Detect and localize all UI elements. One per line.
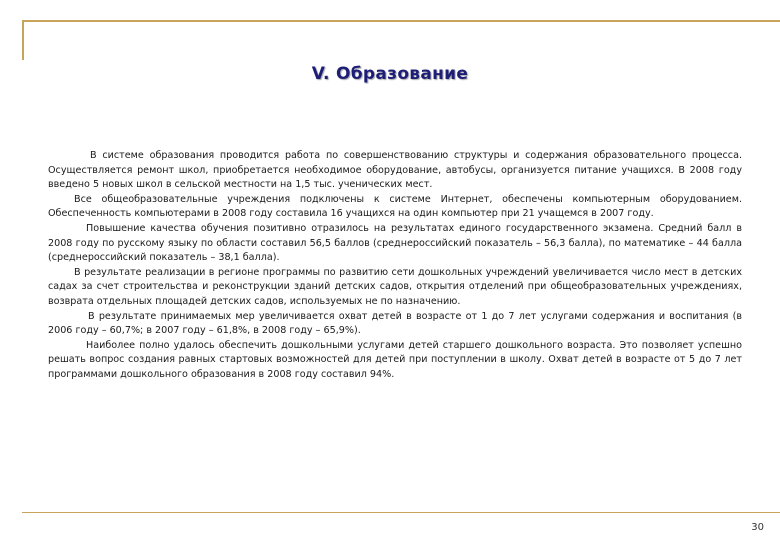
page-number: 30 [751,522,764,533]
paragraph-preschool-coverage: В результате принимаемых мер увеличивается охват детей в возрасте от 1 до 7 лет услугами содержания и воспитания (в 2006 году – 60,7%; в 2007 году – 61,8%, в 2008 году – 65,9%). [48,310,742,337]
bottom-border-line [22,512,780,513]
paragraph-education-system: В системе образования проводится работа по совершенствованию структуры и содержания образовательного процесса. Осуществляется ремонт школ, приобретается необходимое оборудование, автобусы, организуется питание учащихся. В 2008 году введено 5 новых школ в сельской местности на 1,5 тыс. ученических мест. [48,150,742,191]
paragraph-exam-results: Повышение качества обучения позитивно отразилось на результатах единого государственного экзамена. Средний балл в 2008 году по русскому языку по области составил 56,5 баллов (среднероссийский показатель – 56,3 балла), по математике – 44 балла (среднероссийский показатель – 38,1 балла). [48,222,742,264]
body-text [48,149,742,383]
paragraph-internet-computers: Все общеобразовательные учреждения подключены к системе Интернет, обеспечены компьютерным оборудованием. Обеспеченность компьютерами в 2008 году составила 16 учащихся на один компьютер при 21 учащемся в 2007 году. [48,193,742,220]
slide-title: V. Образование [311,64,469,84]
paragraph-older-preschool: Наиболее полно удалось обеспечить дошкольными услугами детей старшего дошкольного возраста. Это позволяет успешно решать вопрос создания равных стартовых возможностей для детей при поступлении в школу. Охват детей в возрасте от 5 до 7 лет программами дошкольного образования в 2008 году составил 94%. [48,339,742,380]
paragraph-preschool-network: В результате реализации в регионе программы по развитию сети дошкольных учреждений увеличивается число мест в детских садах за счет строительства и реконструкции зданий детских садов, открытия отделений при общеобразовательных учреждениях, возврата отдельных площадей детских садов, используемых не по назначению. [48,266,742,307]
left-border-line [22,20,24,60]
top-border-line [22,20,780,22]
